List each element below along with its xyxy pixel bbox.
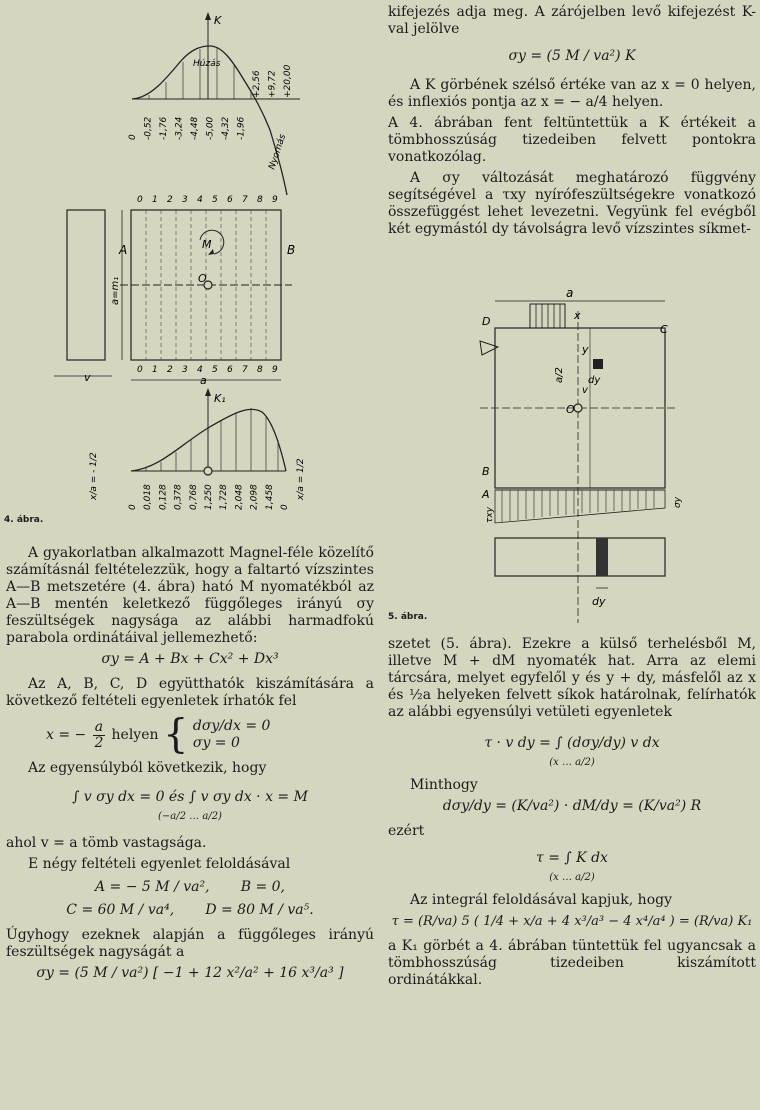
left-p3: Az egyensúlyból következik, hogy [28,760,267,776]
k1-value-label: 2,098 [249,484,260,510]
tick-digit: 7 [242,195,248,205]
right-column-top [388,4,756,242]
fig5-label-O: O [566,403,575,416]
k-value-label: -4,48 [190,116,200,140]
left-eq3: ∫ v σy dx = 0 és ∫ v σy dx · x = M [72,789,308,805]
x-left-label: x/a = - 1/2 [89,452,99,500]
left-p4: ahol v = a tömb vastagsága. [6,835,207,851]
label-M: M [202,238,212,251]
tick-digit: 2 [167,365,173,375]
tick-digits-bottom [137,365,278,375]
tick-digit: 9 [272,365,278,375]
fig5-label-tau: τxy [485,506,495,523]
left-eq1: σy = A + Bx + Cx² + Dx³ [101,651,279,667]
k-value-label: +20,00 [283,64,293,98]
label-B: B [287,243,296,257]
tick-digit: 9 [272,195,278,205]
k1-value-label: 0,128 [158,484,169,510]
x-right-label: x/a = 1/2 [296,458,306,500]
right-p9: a K₁ görbét a 4. ábrában tüntettük fel ugyancsak a tömbhosszúság tizedeiben kiszámított ordinátákkal. [388,938,756,988]
left-p6: Úgyhogy ezeknek alapján a függőleges irányú feszültségek nagyságát a [6,927,374,960]
right-column-bottom [388,636,756,993]
left-p5: E négy feltételi egyenlet feloldásával [28,856,291,872]
label-a: a [200,374,207,387]
fig5-label-a: a [566,286,574,300]
tick-digit: 3 [182,365,188,375]
k-value-label: -4,32 [221,116,231,140]
fig5-label-x: x [574,309,581,322]
figure-4 [0,0,380,512]
k1-axis-label: K₁ [214,392,226,405]
tick-digit: 0 [137,365,143,375]
tick-digit: 6 [227,365,233,375]
tick-digit: 7 [242,365,248,375]
k1-value-label: 0 [128,504,138,510]
figure-5 [460,283,750,623]
fig5-label-A: A [482,488,490,501]
fig4-caption-text: 4. ábra. [4,515,44,525]
k-axis-label: K [214,14,222,27]
left-column [6,545,374,990]
huzas-label: Húzás [193,59,221,69]
right-eq5: τ = (R/va) 5 ( 1/4 + x/a + 4 x³/a³ − 4 x⁴/a⁴ ) = (R/va) K₁ [391,914,753,929]
k1-value-label: 0,378 [173,484,184,510]
k-value-label: -0,52 [143,116,154,140]
left-eq4: σy = (5 M / va²) [ −1 + 12 x²/a² + 16 x³/a³ ] [36,965,344,981]
fig5-caption: 5. ábra. [388,612,428,622]
label-O: O [198,272,207,285]
k1-value-label: 0,768 [188,484,199,510]
k1-value-label: 1,250 [204,484,214,510]
k1-value-label: 1,728 [219,484,230,510]
fig5-label-sigma: σy [673,496,683,508]
tick-digit: 8 [257,365,263,375]
k1-value-label: 1,458 [264,484,275,510]
left-eq-CD: C = 60 M / va⁴, D = 80 M / va⁵. [66,902,314,918]
fig5-label-dy-bottom: dy [592,595,606,608]
tick-digit: 3 [182,195,188,205]
k1-values [128,484,290,510]
right-eq4-limits: (x … a/2) [549,872,595,883]
k-value-label: -1,96 [236,116,247,140]
k-value-label: -1,76 [159,116,169,140]
left-p2: Az A, B, C, D együtthatók kiszámítására a következő feltételi egyenletek írhatók fel [6,676,374,709]
fig5-label-a2: a/2 [554,367,565,383]
right-eq4: τ = ∫ K dx [536,850,608,866]
tick-digit: 5 [212,195,218,205]
left-p1: A gyakorlatban alkalmazott Magnel-féle közelítő számításnál feltételezzük, hogy a faltartó vízszintes A—B metszetére (4. ábra) ható M nyomatékból az A—B mentén keletkező függőleges irányú σy feszültségek nagysága az alábbi harmadfokú parabola ordinátáival jellemezhető: [6,545,374,646]
right-eq2: τ · v dy = ∫ (dσy/dy) v dx [484,735,660,751]
left-eq2: x = − $\frac{a}{2}$ helyen { dσy/dx = 0 σy = 0 [46,711,271,758]
fig5-label-v: v [582,385,588,396]
fig5-label-C: C [660,323,668,336]
right-eq1: σy = (5 M / va²) K [508,48,636,64]
k-value-label: +9,72 [267,70,278,98]
tick-digit: 6 [227,195,233,205]
left-eq-AB: A = − 5 M / va², B = 0, [95,879,285,895]
tick-digit: 5 [212,365,218,375]
tick-digit: 4 [197,365,203,375]
left-eq3-limits: (−a/2 … a/2) [158,811,222,822]
tick-digit: 2 [167,195,173,205]
k-value-label: -3,24 [174,116,185,140]
label-v: v [84,371,91,384]
k-value-label: +2,56 [252,70,262,98]
right-p7: ezért [388,823,425,839]
fig5-label-D: D [482,315,491,328]
label-A: A [119,243,128,257]
right-p6: Minthogy [410,777,478,793]
fig5-label-B: B [482,465,490,478]
label-a-m1: a=m₁ [110,276,121,305]
tick-digits-top [137,195,278,205]
k1-value-label: 0,018 [143,484,154,510]
right-p1: kifejezés adja meg. A zárójelben levő kifejezést K-val jelölve [388,4,756,37]
tick-digit: 1 [152,195,158,205]
right-p4: A σy változását meghatározó függvény segítségével a τxy nyírófeszültségekre vonatkozó összefüggést lehet levezetni. Vegyünk fel evégből két egymástól dy távolságra levő vízszintes síkmet- [388,170,756,237]
right-p8: Az integrál feloldásával kapjuk, hogy [410,892,672,908]
tick-digit: 8 [257,195,263,205]
right-eq3: dσy/dy = (K/va²) · dM/dy = (K/va²) R [442,798,702,814]
tick-digit: 0 [137,195,143,205]
k1-value-label: 2,048 [234,484,245,510]
fig5-label-dy: dy [588,375,601,386]
right-p2: A K görbének szélső értéke van az x = 0 helyen, és inflexiós pontja az x = − a/4 helyen. [388,77,756,110]
k-value-label: 0 [128,134,138,140]
right-eq2-limits: (x … a/2) [549,757,595,768]
k-values [128,64,293,140]
k1-value-label: 0 [280,504,290,510]
tick-digit: 4 [197,195,203,205]
right-p3: A 4. ábrában fent feltüntettük a K értékeit a tömbhosszúság tizedeiben felvett pontokra vonatkozólag. [388,115,756,165]
nyomas-label: Nyomás [267,133,289,171]
k-value-label: -5,00 [205,116,216,140]
fig5-label-y: y [582,343,589,356]
tick-digit: 1 [152,365,158,375]
right-p5: szetet (5. ábra). Ezekre a külső terhelésből M, illetve M + dM nyomaték hat. Arra az elemi tárcsára, melyet egyfelől y és y + dy, másfelől az x és ½a helyeken felvett síkok határolnak, felírhatók az alábbi egyensúlyi vetületi egyenletek [388,636,756,720]
